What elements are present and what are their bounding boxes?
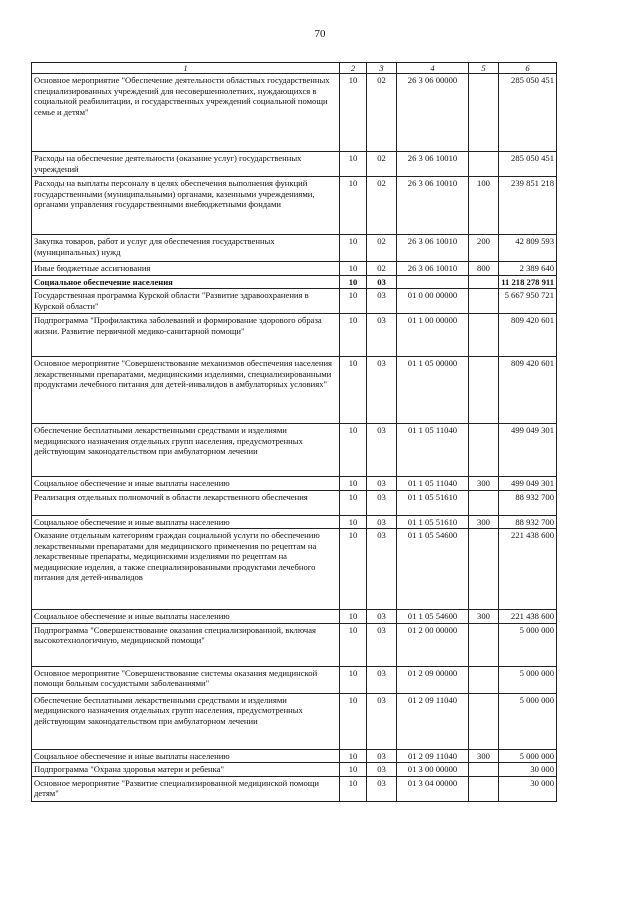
cell-expense-type	[469, 666, 499, 693]
cell-name: Реализация отдельных полномочий в области лекарственного обеспечения	[32, 490, 340, 515]
cell-section: 10	[340, 776, 367, 801]
cell-subsection: 03	[367, 424, 397, 477]
cell-subsection: 03	[367, 610, 397, 623]
header-col-amount: 6	[499, 63, 557, 74]
header-col-name: 1	[32, 63, 340, 74]
cell-section: 10	[340, 275, 367, 288]
page-number: 70	[314, 28, 326, 40]
cell-name: Подпрограмма "Профилактика заболеваний и формирование здорового образа жизни. Развитие первичной медико-санитарной помощи"	[32, 314, 340, 357]
cell-target-code: 26 3 06 00000	[397, 74, 469, 152]
header-col-expense-type: 5	[469, 63, 499, 74]
table-row	[32, 275, 557, 288]
table-row	[32, 177, 557, 235]
cell-name: Подпрограмма "Совершенствование оказания специализированной, включая высокотехнологичную, медицинской помощи"	[32, 623, 340, 666]
cell-section: 10	[340, 74, 367, 152]
cell-expense-type: 300	[469, 610, 499, 623]
cell-subsection: 03	[367, 623, 397, 666]
cell-section: 10	[340, 357, 367, 424]
cell-section: 10	[340, 515, 367, 528]
cell-amount: 2 389 640	[499, 262, 557, 275]
cell-target-code: 01 1 00 00000	[397, 314, 469, 357]
cell-section: 10	[340, 314, 367, 357]
table-row	[32, 152, 557, 177]
cell-name: Государственная программа Курской области "Развитие здравоохранения в Курской области"	[32, 289, 340, 314]
cell-name: Социальное обеспечение и иные выплаты населению	[32, 749, 340, 762]
cell-section: 10	[340, 666, 367, 693]
cell-name: Обеспечение бесплатными лекарственными средствами и изделиями медицинского назначения отдельных групп населения, предусмотренных действующим законодательством при амбулаторном лечении	[32, 693, 340, 749]
cell-amount: 5 000 000	[499, 623, 557, 666]
cell-amount: 221 438 600	[499, 610, 557, 623]
cell-name: Расходы на выплаты персоналу в целях обеспечения выполнения функций государственными (муниципальными) органами, казенными учреждениями, органами управления государственными внебюджетными фондами	[32, 177, 340, 235]
cell-target-code	[397, 275, 469, 288]
cell-section: 10	[340, 623, 367, 666]
cell-subsection: 02	[367, 177, 397, 235]
budget-table	[31, 62, 557, 802]
cell-target-code: 01 3 00 00000	[397, 763, 469, 776]
cell-name: Обеспечение бесплатными лекарственными средствами и изделиями медицинского назначения отдельных групп населения, предусмотренных действующим законодательством при амбулаторном лечении	[32, 424, 340, 477]
cell-expense-type: 100	[469, 177, 499, 235]
cell-amount: 88 932 700	[499, 515, 557, 528]
cell-name: Основное мероприятие "Обеспечение деятельности областных государственных специализированных учреждений для несовершеннолетних, нуждающихся в социальной реабилитации, и государственных учреждений социальной помощи семье и детям"	[32, 74, 340, 152]
header-col-subsection: 3	[367, 63, 397, 74]
cell-expense-type: 800	[469, 262, 499, 275]
cell-subsection: 03	[367, 314, 397, 357]
table-row	[32, 749, 557, 762]
budget-table-body	[32, 63, 557, 802]
cell-amount: 5 000 000	[499, 666, 557, 693]
cell-target-code: 26 3 06 10010	[397, 235, 469, 262]
cell-target-code: 01 1 05 51610	[397, 490, 469, 515]
table-header-row	[32, 63, 557, 74]
table-row	[32, 235, 557, 262]
cell-section: 10	[340, 749, 367, 762]
cell-expense-type	[469, 776, 499, 801]
cell-expense-type: 200	[469, 235, 499, 262]
cell-amount: 499 049 301	[499, 477, 557, 490]
header-col-target-code: 4	[397, 63, 469, 74]
cell-expense-type	[469, 763, 499, 776]
cell-subsection: 02	[367, 152, 397, 177]
cell-subsection: 03	[367, 666, 397, 693]
cell-target-code: 01 2 09 11040	[397, 749, 469, 762]
cell-target-code: 01 1 05 54600	[397, 610, 469, 623]
table-row	[32, 490, 557, 515]
table-row	[32, 693, 557, 749]
cell-expense-type	[469, 314, 499, 357]
cell-section: 10	[340, 477, 367, 490]
cell-section: 10	[340, 177, 367, 235]
table-row	[32, 74, 557, 152]
table-row	[32, 610, 557, 623]
cell-section: 10	[340, 529, 367, 610]
cell-target-code: 01 1 05 51610	[397, 515, 469, 528]
table-row	[32, 515, 557, 528]
cell-amount: 42 809 593	[499, 235, 557, 262]
cell-amount: 5 000 000	[499, 693, 557, 749]
header-col-section: 2	[340, 63, 367, 74]
table-row	[32, 529, 557, 610]
cell-expense-type	[469, 424, 499, 477]
cell-target-code: 01 1 05 11040	[397, 477, 469, 490]
table-row	[32, 289, 557, 314]
table-row	[32, 314, 557, 357]
cell-subsection: 03	[367, 515, 397, 528]
cell-amount: 809 420 601	[499, 357, 557, 424]
cell-amount: 221 438 600	[499, 529, 557, 610]
cell-subsection: 03	[367, 289, 397, 314]
cell-section: 10	[340, 610, 367, 623]
cell-name: Основное мероприятие "Совершенствование системы оказания медицинской помощи больным сосудистыми заболеваниями"	[32, 666, 340, 693]
cell-name: Подпрограмма "Охрана здоровья матери и ребенка"	[32, 763, 340, 776]
cell-expense-type: 300	[469, 515, 499, 528]
cell-expense-type: 300	[469, 477, 499, 490]
cell-amount: 285 050 451	[499, 152, 557, 177]
cell-amount: 499 049 301	[499, 424, 557, 477]
cell-amount: 88 932 700	[499, 490, 557, 515]
cell-expense-type	[469, 357, 499, 424]
cell-section: 10	[340, 490, 367, 515]
cell-amount: 239 851 218	[499, 177, 557, 235]
cell-expense-type	[469, 289, 499, 314]
cell-subsection: 03	[367, 490, 397, 515]
cell-amount: 11 218 278 911	[499, 275, 557, 288]
cell-name: Социальное обеспечение и иные выплаты населению	[32, 515, 340, 528]
cell-subsection: 02	[367, 74, 397, 152]
cell-name: Социальное обеспечение и иные выплаты населению	[32, 610, 340, 623]
cell-subsection: 03	[367, 763, 397, 776]
cell-expense-type	[469, 529, 499, 610]
cell-target-code: 26 3 06 10010	[397, 262, 469, 275]
cell-target-code: 01 1 05 00000	[397, 357, 469, 424]
cell-name: Социальное обеспечение населения	[32, 275, 340, 288]
cell-amount: 285 050 451	[499, 74, 557, 152]
table-row	[32, 357, 557, 424]
cell-amount: 5 667 950 721	[499, 289, 557, 314]
cell-subsection: 03	[367, 749, 397, 762]
cell-target-code: 01 2 09 11040	[397, 693, 469, 749]
cell-section: 10	[340, 152, 367, 177]
cell-name: Социальное обеспечение и иные выплаты населению	[32, 477, 340, 490]
cell-target-code: 01 3 04 00000	[397, 776, 469, 801]
cell-name: Закупка товаров, работ и услуг для обеспечения государственных (муниципальных) нужд	[32, 235, 340, 262]
cell-subsection: 03	[367, 529, 397, 610]
cell-name: Расходы на обеспечение деятельности (оказание услуг) государственных учреждений	[32, 152, 340, 177]
cell-subsection: 02	[367, 235, 397, 262]
cell-expense-type	[469, 74, 499, 152]
table-row	[32, 424, 557, 477]
table-row	[32, 262, 557, 275]
cell-amount: 30 000	[499, 763, 557, 776]
cell-target-code: 26 3 06 10010	[397, 152, 469, 177]
cell-section: 10	[340, 289, 367, 314]
cell-expense-type	[469, 623, 499, 666]
cell-target-code: 01 2 00 00000	[397, 623, 469, 666]
cell-amount: 5 000 000	[499, 749, 557, 762]
table-row	[32, 666, 557, 693]
cell-section: 10	[340, 424, 367, 477]
cell-expense-type	[469, 275, 499, 288]
table-row	[32, 776, 557, 801]
cell-target-code: 01 2 09 00000	[397, 666, 469, 693]
cell-target-code: 01 1 05 54600	[397, 529, 469, 610]
table-row	[32, 477, 557, 490]
cell-section: 10	[340, 693, 367, 749]
cell-name: Иные бюджетные ассигнования	[32, 262, 340, 275]
cell-expense-type	[469, 490, 499, 515]
cell-section: 10	[340, 262, 367, 275]
cell-target-code: 01 0 00 00000	[397, 289, 469, 314]
table-row	[32, 623, 557, 666]
cell-expense-type	[469, 152, 499, 177]
cell-amount: 809 420 601	[499, 314, 557, 357]
cell-name: Основное мероприятие "Совершенствование механизмов обеспечения населения лекарственными препаратами, медицинскими изделиями, специализированными продуктами лечебного питания для детей-инвалидов в амбулаторных условиях"	[32, 357, 340, 424]
cell-amount: 30 000	[499, 776, 557, 801]
cell-expense-type	[469, 693, 499, 749]
cell-name: Оказание отдельным категориям граждан социальной услуги по обеспечению лекарственными препаратами для медицинского применения по рецептам на лекарственные препараты, медицинскими изделиями по рецептам на медицинские изделия, а также специализированными продуктами лечебного питания для детей-инвалидов	[32, 529, 340, 610]
cell-subsection: 02	[367, 262, 397, 275]
table-row	[32, 763, 557, 776]
cell-section: 10	[340, 763, 367, 776]
cell-subsection: 03	[367, 275, 397, 288]
cell-subsection: 03	[367, 357, 397, 424]
cell-name: Основное мероприятие "Развитие специализированной медицинской помощи детям"	[32, 776, 340, 801]
cell-target-code: 26 3 06 10010	[397, 177, 469, 235]
cell-subsection: 03	[367, 776, 397, 801]
cell-expense-type: 300	[469, 749, 499, 762]
cell-subsection: 03	[367, 693, 397, 749]
cell-target-code: 01 1 05 11040	[397, 424, 469, 477]
cell-subsection: 03	[367, 477, 397, 490]
cell-section: 10	[340, 235, 367, 262]
